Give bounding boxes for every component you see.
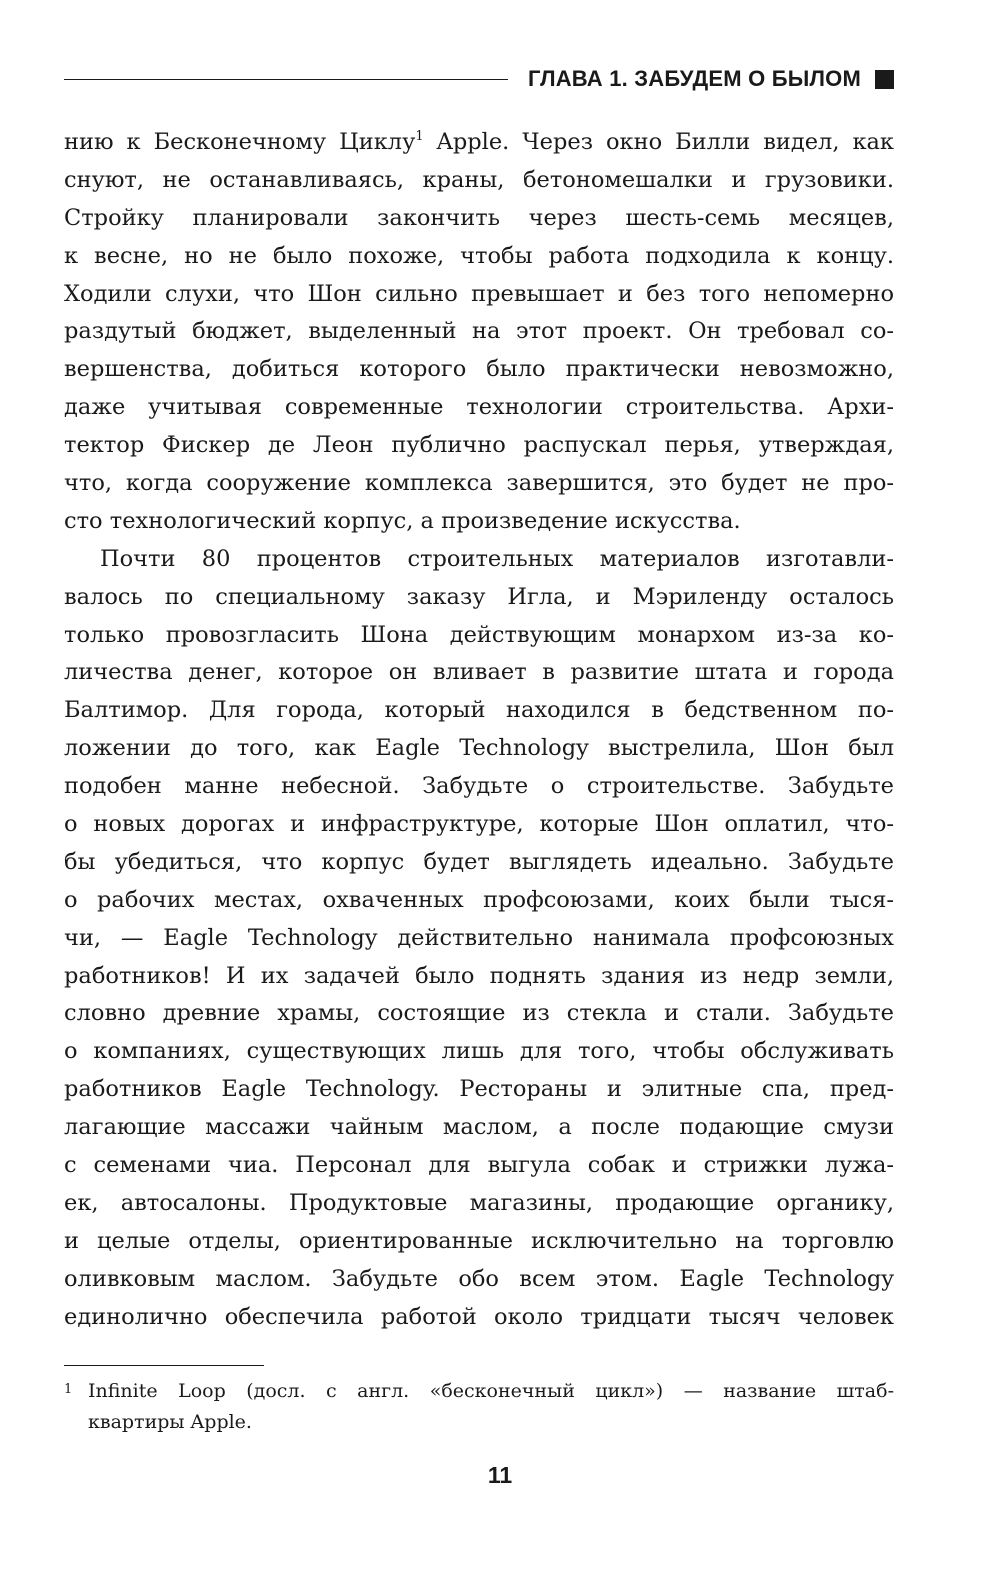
footnote-reference[interactable]: 1 (415, 129, 424, 144)
text-line: к весне, но не было похоже, чтобы работа подходила к концу. (64, 242, 894, 269)
text-line (64, 124, 894, 162)
text-line: лагающие массажи чайным маслом, а после подающие смузи (64, 1114, 894, 1141)
text-line: снуют, не останавливаясь, краны, бетономешалки и грузовики. (64, 166, 894, 193)
footnote-line: квартиры Apple. (88, 1411, 252, 1433)
text-line: валось по специальному заказу Игла, и Мэриленду осталось (64, 583, 894, 610)
chapter-title: ГЛАВА 1. ЗАБУДЕМ О БЫЛОМ (527, 66, 861, 91)
running-header (64, 62, 894, 96)
text-line: Почти 80 процентов строительных материалов изготавли- (100, 545, 894, 572)
text-line: только провозгласить Шона действующим монархом из-за ко- (64, 621, 894, 648)
text-fragment: Apple. Через окно Билли видел, как (423, 129, 894, 155)
text-line: словно древние храмы, состоящие из стекла и стали. Забудьте (64, 1000, 894, 1027)
page-number: 11 (487, 1462, 513, 1488)
text-line: что, когда сооружение комплекса завершится, это будет не про- (64, 470, 894, 497)
text-line: с семенами чиа. Персонал для выгула собак и стрижки лужа- (64, 1152, 894, 1179)
text-line: сто технологический корпус, а произведение искусства. (64, 507, 741, 534)
footnote-marker: 1 (64, 1382, 73, 1397)
text-line: подобен манне небесной. Забудьте о строительстве. Забудьте (64, 773, 894, 800)
text-line: Балтимор. Для города, который находился в бедственном по- (64, 697, 894, 724)
text-line: бы убедиться, что корпус будет выглядеть идеально. Забудьте (64, 848, 894, 875)
text-line: ложении до того, как Eagle Technology выстрелила, Шон был (64, 735, 894, 762)
text-line: о рабочих местах, охваченных профсоюзами, коих были тыся- (64, 886, 894, 913)
text-line: работников Eagle Technology. Рестораны и элитные спа, пред- (64, 1076, 894, 1103)
text-line: даже учитывая современные технологии строительства. Архи- (64, 394, 894, 421)
text-line: чи, — Eagle Technology действительно нанимала профсоюзных (64, 924, 894, 951)
footnote (64, 1376, 894, 1438)
text-line: раздутый бюджет, выделенный на этот проект. Он требовал со- (64, 318, 894, 345)
text-line: личества денег, которое он вливает в развитие штата и города (64, 659, 894, 686)
text-line: Стройку планировали закончить через шесть-семь месяцев, (64, 204, 894, 231)
text-line: ек, автосалоны. Продуктовые магазины, продающие органику, (64, 1189, 894, 1216)
text-line: единолично обеспечила работой около тридцати тысяч человек (64, 1303, 894, 1330)
text-line: Ходили слухи, что Шон сильно превышает и без того непомерно (64, 280, 894, 307)
text-fragment: нию к Бесконечному Циклу (64, 129, 416, 155)
text-line: о компаниях, существующих лишь для того, чтобы обслуживать (64, 1038, 894, 1065)
text-line: о новых дорогах и инфраструктуре, которые Шон оплатил, что- (64, 811, 894, 838)
text-line: вершенства, добиться которого было практически невозможно, (64, 356, 894, 383)
chapter-marker-square (875, 70, 894, 89)
header-rule (64, 79, 508, 80)
footnote-line: Infinite Loop (досл. с англ. «бесконечный цикл») — название штаб- (88, 1380, 894, 1402)
body-text (64, 124, 894, 1337)
footnote-rule (64, 1365, 264, 1366)
text-line: оливковым маслом. Забудьте обо всем этом. Eagle Technology (64, 1265, 894, 1292)
text-line: тектор Фискер де Леон публично распускал перья, утверждая, (64, 432, 894, 459)
text-line: и целые отделы, ориентированные исключительно на торговлю (64, 1227, 894, 1254)
text-line: работников! И их задачей было поднять здания из недр земли, (64, 962, 894, 989)
